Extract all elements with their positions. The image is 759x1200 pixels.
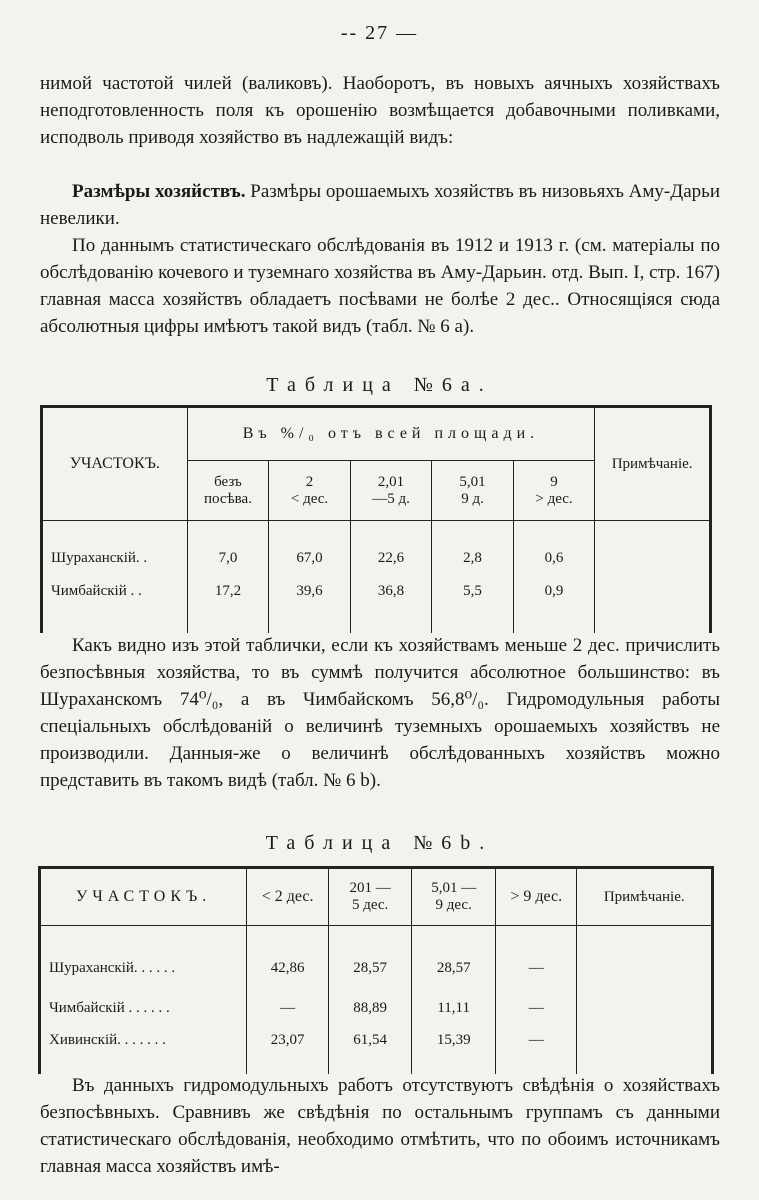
- table-a-subheader: 2,01 —5 д.: [350, 461, 431, 521]
- table-b-note-cell: [577, 926, 713, 992]
- table-cell: 28,57: [412, 926, 496, 992]
- page-number: -- 27 —: [340, 22, 419, 44]
- table-a-header-section: УЧАСТОКЪ.: [42, 407, 188, 521]
- paragraph-1: нимой частотой чилей (валиковъ). Наоборотъ, въ новыхъ аячныхъ хозяйствахъ неподготовленность поля къ орошенію возмѣщается добавочными поливками, исподволь приводя хозяйство въ надлежащій видъ:: [40, 73, 720, 148]
- table-a-row-label: Чимбайскій . .: [42, 583, 188, 633]
- paragraph-5: Въ данныхъ гидромодульныхъ работъ отсутствуютъ свѣдѣнія о хозяйствахъ безпосѣвныхъ. Сравнивъ же свѣдѣнія по остальнымъ группамъ съ данными статистическаго обслѣдованія, необходимо отмѣтить, что по обоимъ источникамъ главная масса хозяйствъ имѣ-: [40, 1075, 720, 1177]
- paragraph-3: По даннымъ статистическаго обслѣдованія въ 1912 и 1913 г. (см. матеріалы по обслѣдованію кочевого и туземнаго хозяйства въ Аму-Дарьин. отд. Вып. I, стр. 167) главная масса хозяйствъ обладаетъ посѣвами не болѣе 2 дес.. Относящіяся сюда абсолютныя цифры имѣютъ такой видъ (табл. № 6 а).: [40, 235, 720, 337]
- table-cell: —: [495, 992, 576, 1026]
- table-cell: 42,86: [247, 926, 329, 992]
- table-cell: 67,0: [269, 521, 350, 583]
- table-cell: 2,8: [432, 521, 513, 583]
- table-b-header-note: Примѣчаніе.: [577, 868, 713, 926]
- table-b-caption: Таблица №6b.: [265, 832, 494, 854]
- table-b-header: 201 — 5 дес.: [328, 868, 412, 926]
- table-b-header: < 2 дес.: [247, 868, 329, 926]
- section-heading: Размѣры хозяйствъ.: [72, 181, 246, 202]
- paragraph-4: Какъ видно изъ этой таблички, если къ хозяйствамъ меньше 2 дес. причислить безпосѣвныя хозяйства, то въ суммѣ получится абсолютное большинство: въ Шураханскомъ 74⁰/₀, а въ Чимбайскомъ 56,8⁰/₀. Гидромодульныя работы спеціальныхъ обслѣдованій о величинѣ туземныхъ орошаемыхъ хозяйствъ не производили. Данныя-же о величинѣ обслѣдованныхъ хозяйствъ можно представить въ такомъ видѣ (табл. № 6 b).: [40, 635, 720, 791]
- table-a-group-header: Въ %/₀ отъ всей площади.: [187, 407, 595, 461]
- table-cell: —: [247, 992, 329, 1026]
- table-row: [40, 992, 713, 1026]
- paragraph-2-text: Размѣры орошаемыхъ хозяйствъ въ низовьяхъ Аму-Дарьи невелики.: [40, 181, 720, 229]
- table-cell: 0,9: [513, 583, 594, 633]
- table-b-header: 5,01 — 9 дес.: [412, 868, 496, 926]
- table-cell: 22,6: [350, 521, 431, 583]
- table-cell: 11,11: [412, 992, 496, 1026]
- table-row: [40, 1026, 713, 1074]
- table-a-header-note: Примѣчаніе.: [595, 407, 711, 521]
- table-cell: 5,5: [432, 583, 513, 633]
- table-b-header: > 9 дес.: [495, 868, 576, 926]
- table-a-caption: Таблица №6а.: [266, 374, 493, 396]
- table-b: [38, 866, 714, 1074]
- table-cell: 88,89: [328, 992, 412, 1026]
- table-cell: —: [495, 926, 576, 992]
- paragraph-2: [40, 178, 720, 232]
- table-cell: 39,6: [269, 583, 350, 633]
- table-cell: 15,39: [412, 1026, 496, 1074]
- table-row: [42, 521, 711, 583]
- table-cell: —: [495, 1026, 576, 1074]
- table-a-row-label: Шураханскій. .: [42, 521, 188, 583]
- table-cell: 7,0: [187, 521, 269, 583]
- table-cell: 61,54: [328, 1026, 412, 1074]
- table-a-subheader: 9 > дес.: [513, 461, 594, 521]
- table-row: [42, 583, 711, 633]
- table-b-note-cell: [577, 992, 713, 1026]
- table-cell: 23,07: [247, 1026, 329, 1074]
- table-a-subheader: безъ посѣва.: [187, 461, 269, 521]
- table-a-note-cell: [595, 521, 711, 583]
- table-a-note-cell: [595, 583, 711, 633]
- table-b-header-section: УЧАСТОКЪ.: [40, 868, 247, 926]
- table-b-row-label: Хивинскій. . . . . . .: [40, 1026, 247, 1074]
- table-cell: 0,6: [513, 521, 594, 583]
- table-cell: 17,2: [187, 583, 269, 633]
- table-a: [40, 405, 712, 633]
- table-b-row-label: Чимбайскій . . . . . .: [40, 992, 247, 1026]
- table-cell: 36,8: [350, 583, 431, 633]
- table-a-subheader: 5,01 9 д.: [432, 461, 513, 521]
- table-cell: 28,57: [328, 926, 412, 992]
- table-a-subheader: 2 < дес.: [269, 461, 350, 521]
- table-b-row-label: Шураханскій. . . . . .: [40, 926, 247, 992]
- table-b-note-cell: [577, 1026, 713, 1074]
- table-row: [40, 926, 713, 992]
